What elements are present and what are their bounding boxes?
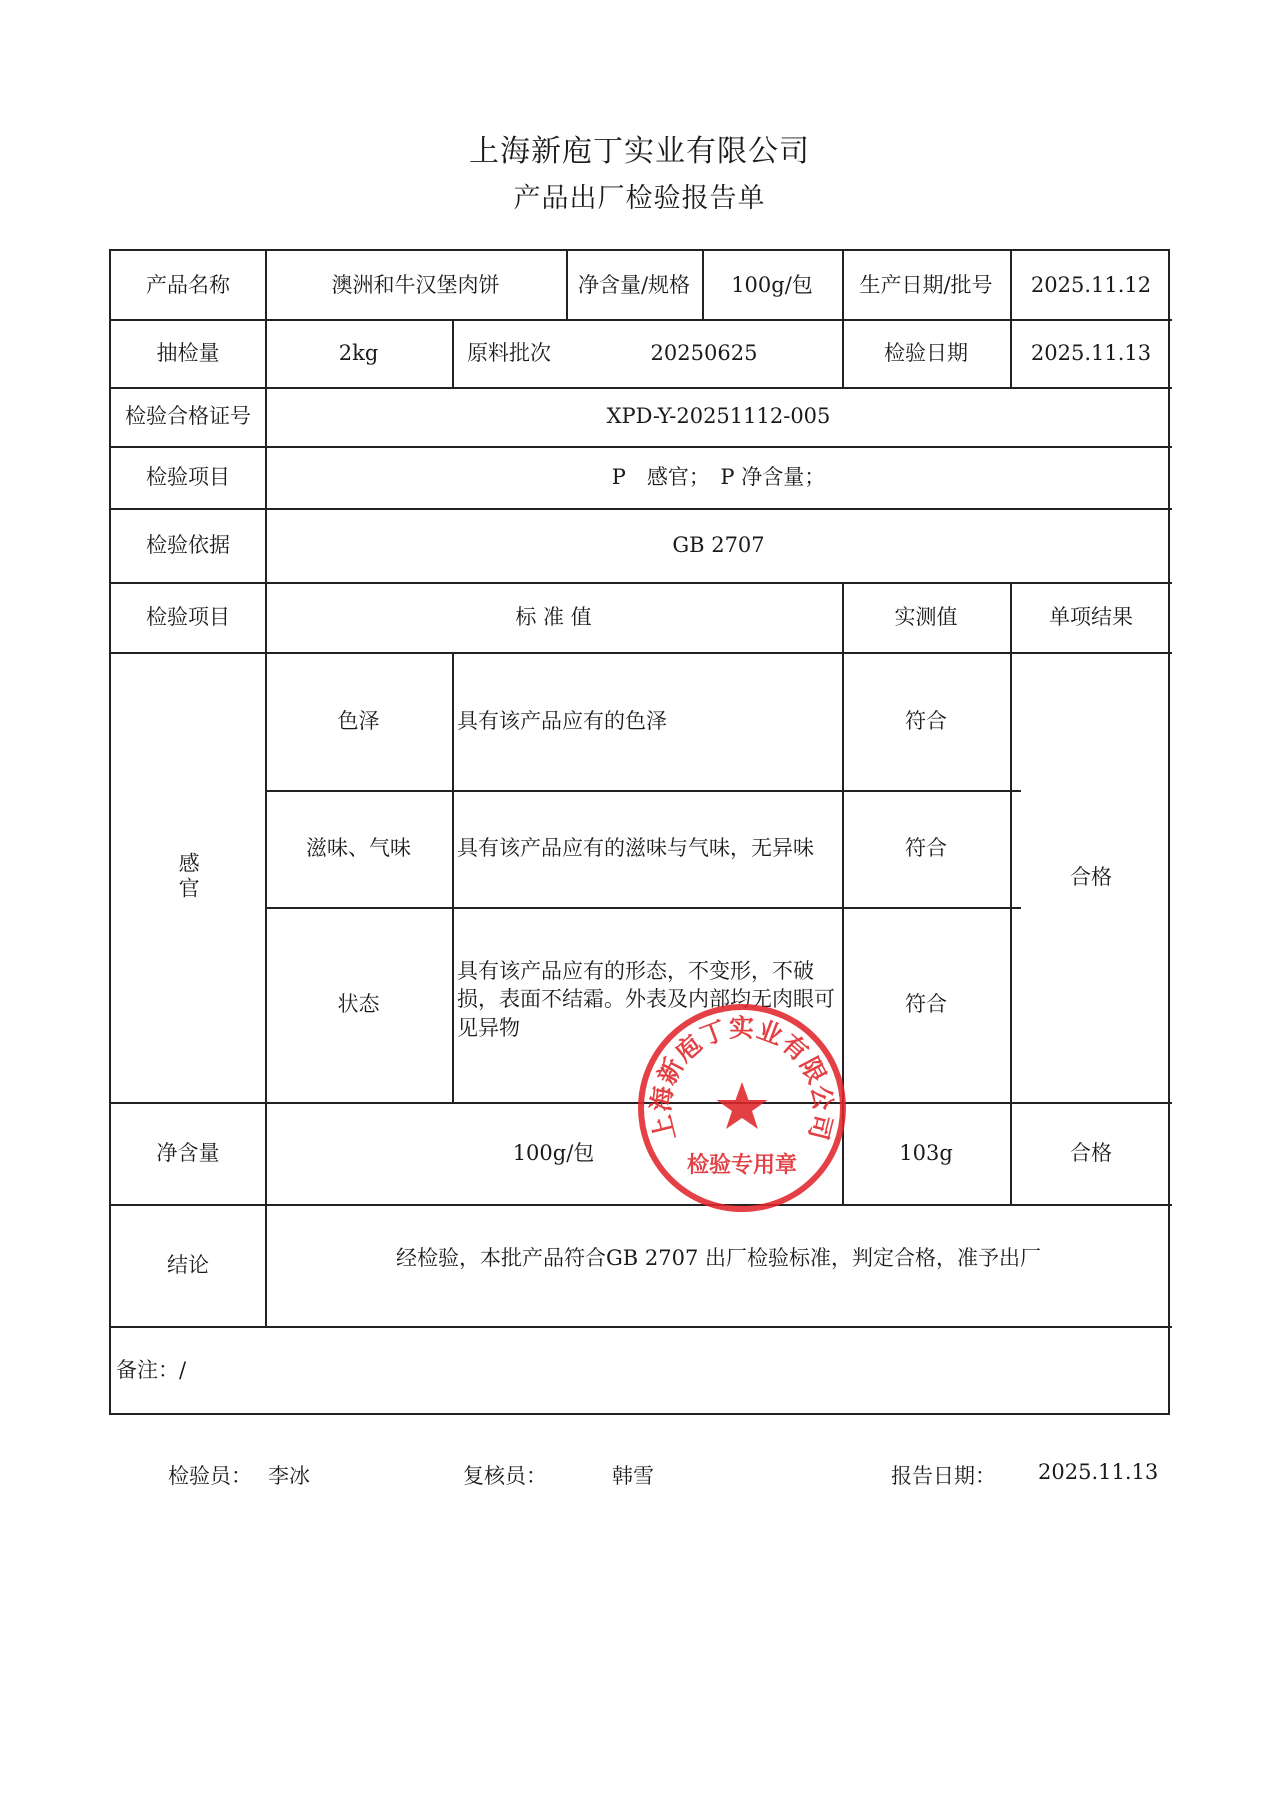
sensory-row-name: 滋味、气味 <box>306 836 411 861</box>
seal-company-text: 上海新庖丁实业有限公司 <box>646 1013 838 1144</box>
reviewer-label: 复核员： <box>463 1464 547 1488</box>
net-spec-value: 100g/包 <box>731 272 813 297</box>
report-date-label: 报告日期： <box>891 1464 996 1488</box>
sample-quantity-value: 2kg <box>338 340 379 365</box>
sensory-row-measured: 符合 <box>905 708 947 733</box>
sensory-row-standard: 具有该产品应有的滋味与气味，无异味 <box>457 836 814 861</box>
net-content-result: 合格 <box>1070 1140 1112 1165</box>
seal-text: 检验专用章 <box>686 1153 798 1178</box>
material-batch-value: 20250625 <box>650 340 758 365</box>
net-content-standard: 100g/包 <box>512 1140 595 1165</box>
document-title: 产品出厂检验报告单 <box>513 183 766 214</box>
product-name-value: 澳洲和牛汉堡肉饼 <box>331 272 500 297</box>
certificate-label: 检验合格证号 <box>125 404 251 429</box>
inspection-items-label: 检验项目 <box>146 464 230 489</box>
sensory-result: 合格 <box>1070 864 1112 889</box>
inspection-date-value: 2025.11.13 <box>1030 340 1152 365</box>
inspector-name: 李冰 <box>268 1464 310 1488</box>
company-name: 上海新庖丁实业有限公司 <box>469 134 810 169</box>
inspection-items-value: P 感官； P 净含量； <box>611 464 826 489</box>
production-date-label: 生产日期/批号 <box>859 272 993 297</box>
sample-quantity-label: 抽检量 <box>156 340 220 365</box>
sensory-row-measured: 符合 <box>905 992 947 1017</box>
header-standard: 标 准 值 <box>515 604 592 629</box>
net-content-measured: 103g <box>899 1140 953 1165</box>
header-result: 单项结果 <box>1049 604 1133 629</box>
production-date-value: 2025.11.12 <box>1030 272 1152 297</box>
reviewer-name: 韩雪 <box>612 1464 654 1488</box>
remark: 备注：/ <box>116 1358 187 1383</box>
inspection-seal-stamp <box>634 1000 850 1216</box>
net-content-label: 净含量 <box>156 1140 220 1165</box>
inspection-basis-label: 检验依据 <box>146 532 230 557</box>
product-name-label: 产品名称 <box>146 272 230 297</box>
material-batch-label: 原料批次 <box>467 340 551 365</box>
inspection-basis-value: GB 2707 <box>672 532 765 557</box>
conclusion-text: 经检验，本批产品符合GB 2707 出厂检验标准，判定合格，准予出厂 <box>396 1246 1041 1270</box>
inspector-label: 检验员： <box>168 1464 252 1488</box>
certificate-number: XPD-Y-20251112-005 <box>606 404 831 429</box>
sensory-label: 感官 <box>176 852 201 902</box>
conclusion-label: 结论 <box>167 1252 209 1277</box>
report-date-value: 2025.11.13 <box>1038 1460 1159 1484</box>
header-item: 检验项目 <box>146 604 230 629</box>
inspection-report-table <box>109 249 1170 1415</box>
sensory-row-name: 状态 <box>337 992 380 1017</box>
header-measured: 实测值 <box>894 604 958 629</box>
sensory-row-standard: 具有该产品应有的色泽 <box>457 708 667 733</box>
sensory-row-measured: 符合 <box>905 836 947 861</box>
sensory-row-standard: 具有该产品应有的形态，不变形，不破损，表面不结霜。外表及内部均无肉眼可见异物 <box>457 959 835 1040</box>
sensory-row-name: 色泽 <box>337 708 380 733</box>
inspection-date-label: 检验日期 <box>884 340 968 365</box>
net-spec-label: 净含量/规格 <box>577 272 691 297</box>
